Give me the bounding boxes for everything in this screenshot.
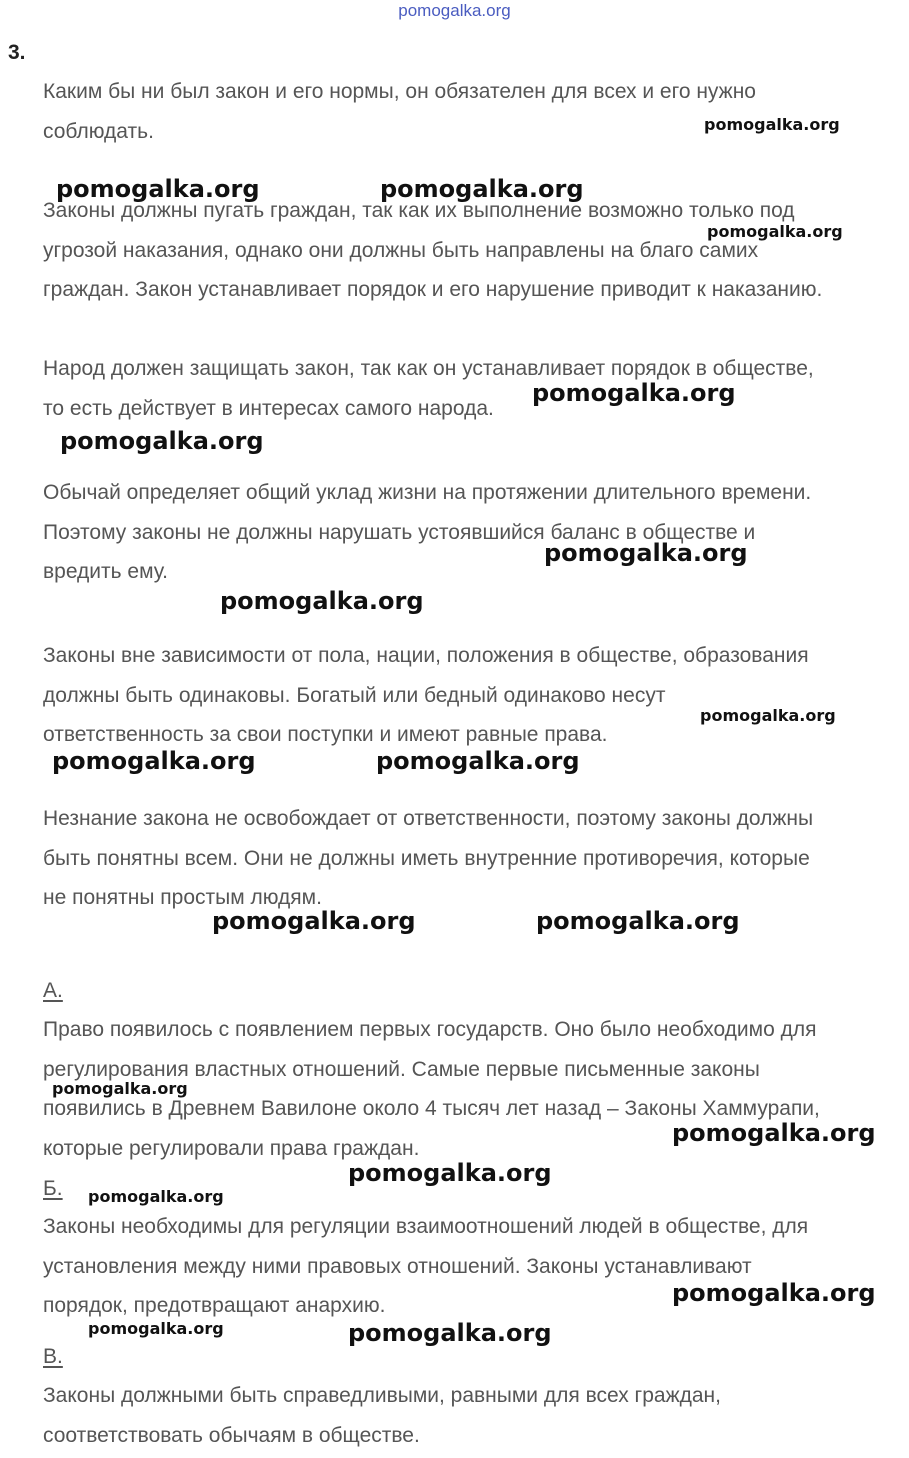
watermark: pomogalka.org	[707, 222, 843, 241]
watermark: pomogalka.org	[212, 907, 416, 935]
watermark: pomogalka.org	[52, 747, 256, 775]
watermark: pomogalka.org	[60, 427, 264, 455]
watermark: pomogalka.org	[52, 1079, 188, 1098]
answer-paragraph-5: Законы вне зависимости от пола, нации, положения в обществе, образования должны быть одинаковы. Богатый или бедный одинаково несут ответственность за свои поступки и имеют равные права.	[43, 644, 809, 746]
section-text-v: Законы должными быть справедливыми, равными для всех граждан, соответствовать обычаям в обществе.	[43, 1384, 721, 1447]
answer-paragraph-3: Народ должен защищать закон, так как он устанавливает порядок в обществе, то есть действует в интересах самого народа.	[43, 357, 814, 420]
watermark: pomogalka.org	[544, 539, 748, 567]
answer-paragraph-2: Законы должны пугать граждан, так как их выполнение возможно только под угрозой наказания, однако они должны быть направлены на благо самих граждан. Закон устанавливает порядок и его нарушение приводит к наказанию.	[43, 199, 823, 301]
watermark: pomogalka.org	[532, 379, 736, 407]
watermark: pomogalka.org	[704, 115, 840, 134]
answer-paragraph-6: Незнание закона не освобождает от ответственности, поэтому законы должны быть понятны всем. Они не должны иметь внутренние противоречия, которые не понятны простым людям.	[43, 807, 814, 909]
watermark: pomogalka.org	[348, 1319, 552, 1347]
watermark: pomogalka.org	[376, 747, 580, 775]
watermark: pomogalka.org	[56, 175, 260, 203]
watermark: pomogalka.org	[88, 1319, 224, 1338]
watermark: pomogalka.org	[348, 1159, 552, 1187]
watermark: pomogalka.org	[220, 587, 424, 615]
section-letter-v: В.	[43, 1345, 63, 1368]
answer-paragraph-4: Обычай определяет общий уклад жизни на протяжении длительного времени. Поэтому законы не должны нарушать устоявшийся баланс в обществе и вредить ему.	[43, 481, 812, 583]
answer-paragraph-1: Каким бы ни был закон и его нормы, он обязателен для всех и его нужно соблюдать.	[43, 80, 756, 143]
section-letter-b: Б.	[43, 1177, 63, 1200]
watermark: pomogalka.org	[672, 1119, 876, 1147]
watermark: pomogalka.org	[672, 1279, 876, 1307]
watermark: pomogalka.org	[88, 1187, 224, 1206]
task-number: 3.	[8, 41, 26, 64]
section-text-b: Законы необходимы для регуляции взаимоотношений людей в обществе, для установления между ними правовых отношений. Законы устанавливают порядок, предотвращают анархию.	[43, 1215, 809, 1317]
watermark: pomogalka.org	[700, 706, 836, 725]
watermark: pomogalka.org	[536, 907, 740, 935]
section-letter-a: А.	[43, 979, 63, 1002]
watermark: pomogalka.org	[380, 175, 584, 203]
section-text-a: Право появилось с появлением первых государств. Оно было необходимо для регулирования властных отношений. Самые первые письменные законы появились в Древнем Вавилоне около 4 тысяч лет назад – Законы Хаммурапи, которые регулировали права граждан.	[43, 1018, 820, 1160]
site-link[interactable]: pomogalka.org	[398, 1, 511, 20]
